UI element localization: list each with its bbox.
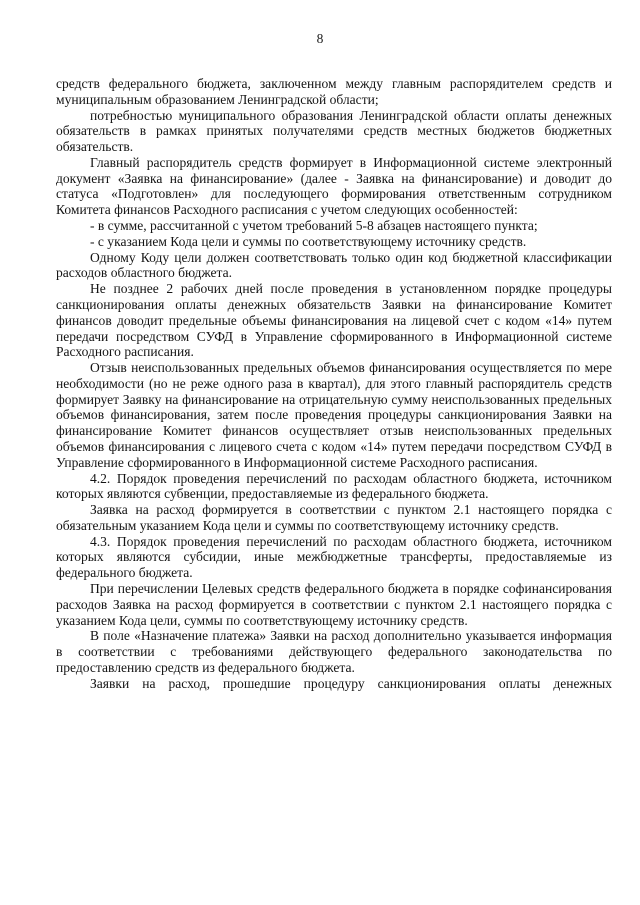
paragraph: потребностью муниципального образования Ленинградской области оплаты денежных обязательств в рамках принятых получателями средств местных бюджетов бюджетных обязательств. (56, 107, 612, 155)
paragraph: - в сумме, рассчитанной с учетом требований 5-8 абзацев настоящего пункта; (90, 218, 538, 234)
paragraph: Отзыв неиспользованных предельных объемов финансирования осуществляется по мере необходимости (но не реже одного раза в квартал), для этого главный распорядитель средств формирует Заявку на финансирование на отрицательную сумму неиспользованных предельных объемов финансирования, затем после проведения процедуры санкционирования Заявки на финансирование Комитет финансов осуществляет отзыв неиспользованных предельных объемов финансирования с лицевого счета с кодом «14» путем передачи посредством СУФД в Управление сформированного в Информационной системе Расходного расписания. (56, 360, 612, 470)
paragraph: Не позднее 2 рабочих дней после проведения в установленном порядке процедуры санкционирования оплаты денежных обязательств Заявки на финансирование Комитет финансов доводит предельные объемы финансирования на лицевой счет с кодом «14» путем передачи посредством СУФД в Управление сформированного в Информационной системе Расходного расписания. (56, 281, 612, 360)
paragraph: Одному Коду цели должен соответствовать только один код бюджетной классификации расходов областного бюджета. (56, 249, 612, 281)
paragraph: Главный распорядитель средств формирует в Информационной системе электронный документ «Заявка на финансирование» (далее - Заявка на финансирование) и доводит до статуса «Подготовлен» для последующего формирования ответственным сотрудником Комитета финансов Расходного расписания с учетом следующих особенностей: (56, 154, 612, 218)
paragraph: средств федерального бюджета, заключенном между главным распорядителем средств и муниципальным образованием Ленинградской области; (56, 76, 612, 107)
paragraph: - с указанием Кода цели и суммы по соответствующему источнику средств. (90, 233, 527, 249)
page-number: 8 (316, 31, 324, 46)
document-body (56, 76, 612, 691)
paragraph: 4.3. Порядок проведения перечислений по расходам областного бюджета, источником которых являются субсидии, иные межбюджетные трансферты, предоставляемые из федерального бюджета. (56, 533, 612, 581)
paragraph: Заявка на расход формируется в соответствии с пунктом 2.1 настоящего порядка с обязательным указанием Кода цели и суммы по соответствующему источнику средств. (56, 502, 612, 533)
paragraph: В поле «Назначение платежа» Заявки на расход дополнительно указывается информация в соответствии с требованиями действующего федерального законодательства по предоставлению средств из федерального бюджета. (56, 628, 612, 675)
paragraph: 4.2. Порядок проведения перечислений по расходам областного бюджета, источником которых являются субвенции, предоставляемые из федерального бюджета. (56, 470, 612, 502)
paragraph: Заявки на расход, прошедшие процедуру санкционирования оплаты денежных (90, 675, 612, 691)
paragraph: При перечислении Целевых средств федерального бюджета в порядке софинансирования расходов Заявка на расход формируется в соответствии с пунктом 2.1 настоящего порядка с указанием Кода цели, суммы по соответствующему источнику средств. (56, 581, 612, 628)
